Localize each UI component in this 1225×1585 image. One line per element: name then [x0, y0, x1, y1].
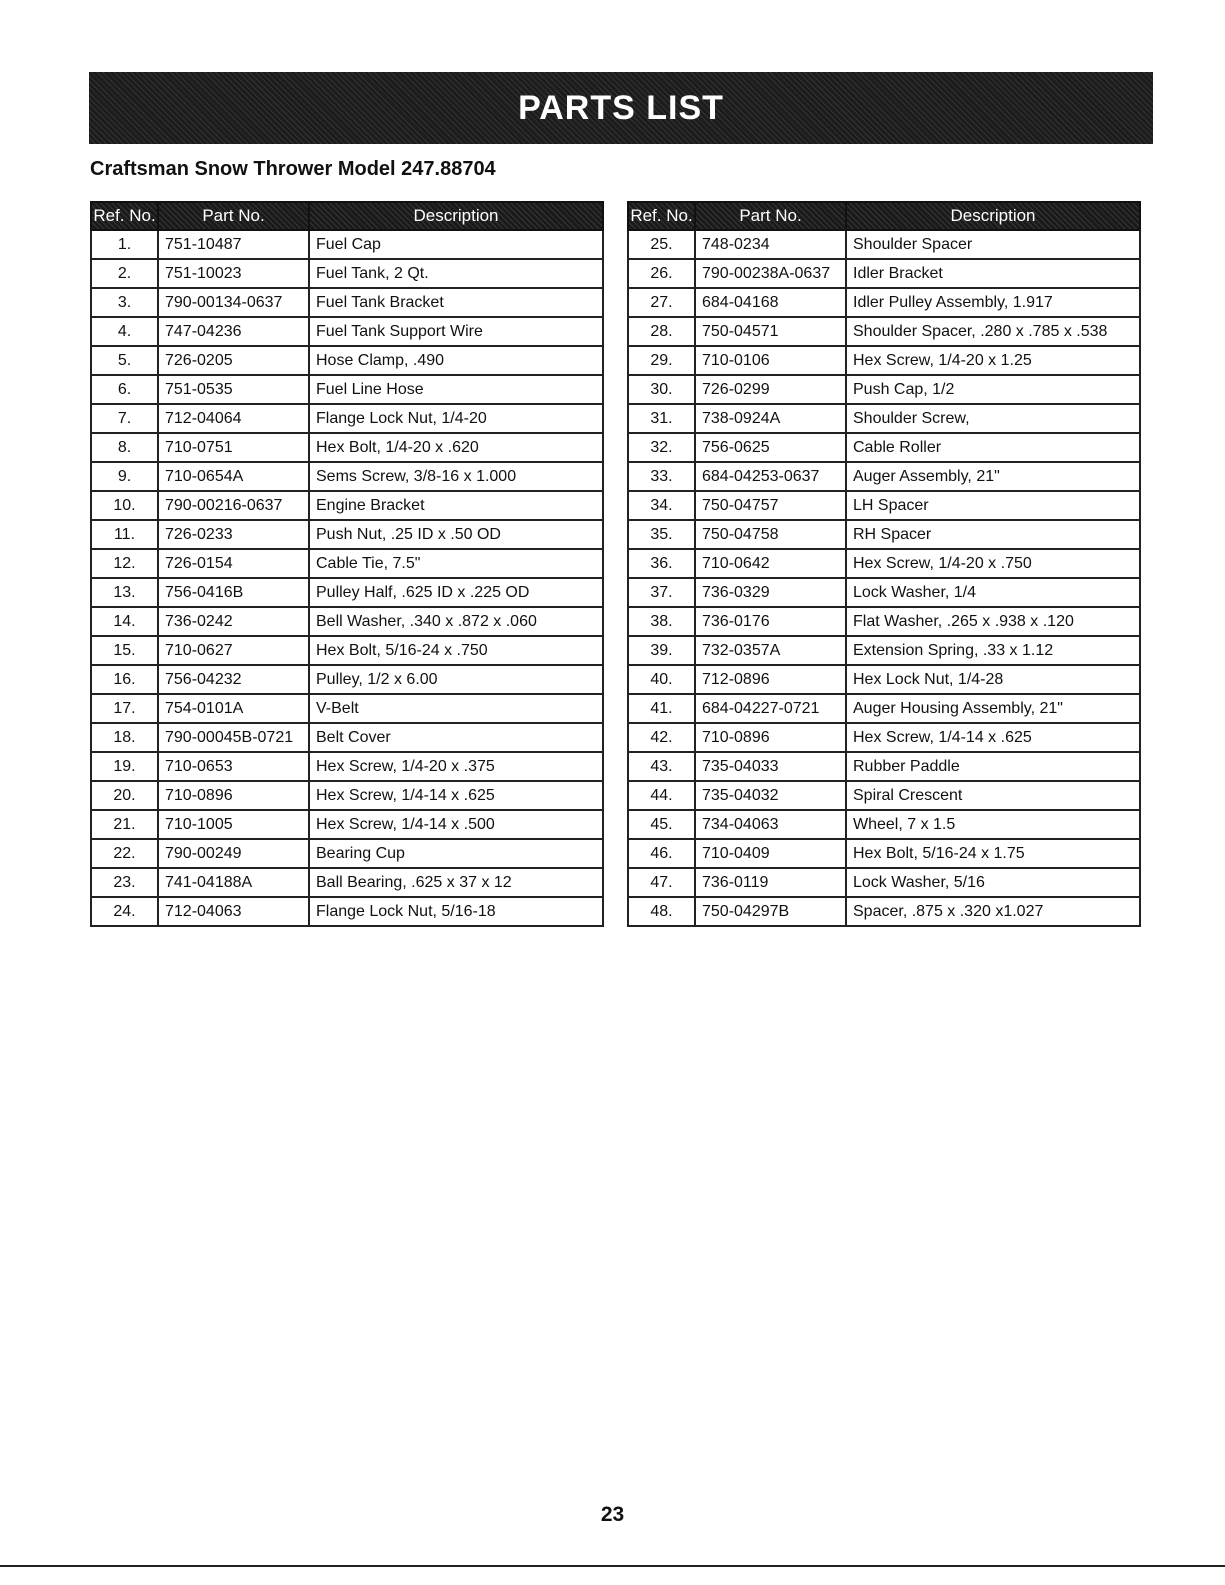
- description-cell: Hose Clamp, .490: [309, 346, 603, 375]
- part-number-cell: 751-10487: [158, 230, 309, 259]
- part-number-cell: 710-0106: [695, 346, 846, 375]
- part-number-cell: 710-0627: [158, 636, 309, 665]
- ref-cell: 31.: [628, 404, 695, 433]
- description-cell: Lock Washer, 5/16: [846, 868, 1140, 897]
- description-cell: Extension Spring, .33 x 1.12: [846, 636, 1140, 665]
- description-cell: Auger Housing Assembly, 21": [846, 694, 1140, 723]
- part-number-cell: 750-04571: [695, 317, 846, 346]
- part-number-cell: 710-0653: [158, 752, 309, 781]
- part-number-cell: 751-0535: [158, 375, 309, 404]
- column-header-part: Part No.: [158, 202, 309, 230]
- part-number-cell: 750-04758: [695, 520, 846, 549]
- ref-cell: 26.: [628, 259, 695, 288]
- table-row: [628, 375, 1140, 404]
- ref-cell: 35.: [628, 520, 695, 549]
- ref-cell: 25.: [628, 230, 695, 259]
- table-row: [91, 781, 603, 810]
- ref-cell: 41.: [628, 694, 695, 723]
- ref-cell: 43.: [628, 752, 695, 781]
- description-cell: Bearing Cup: [309, 839, 603, 868]
- part-number-cell: 710-0896: [695, 723, 846, 752]
- part-number-cell: 710-0654A: [158, 462, 309, 491]
- page-title: PARTS LIST: [518, 88, 724, 127]
- ref-cell: 4.: [91, 317, 158, 346]
- ref-cell: 9.: [91, 462, 158, 491]
- description-cell: Hex Screw, 1/4-20 x .375: [309, 752, 603, 781]
- table-row: [91, 520, 603, 549]
- ref-cell: 11.: [91, 520, 158, 549]
- part-number-cell: 790-00249: [158, 839, 309, 868]
- ref-cell: 6.: [91, 375, 158, 404]
- table-row: [628, 868, 1140, 897]
- description-cell: Spiral Crescent: [846, 781, 1140, 810]
- description-cell: Push Nut, .25 ID x .50 OD: [309, 520, 603, 549]
- ref-cell: 36.: [628, 549, 695, 578]
- ref-cell: 7.: [91, 404, 158, 433]
- part-number-cell: 684-04168: [695, 288, 846, 317]
- ref-cell: 39.: [628, 636, 695, 665]
- part-number-cell: 726-0299: [695, 375, 846, 404]
- part-number-cell: 790-00134-0637: [158, 288, 309, 317]
- part-number-cell: 751-10023: [158, 259, 309, 288]
- table-row: [628, 839, 1140, 868]
- column-header-part: Part No.: [695, 202, 846, 230]
- ref-cell: 32.: [628, 433, 695, 462]
- part-number-cell: 712-0896: [695, 665, 846, 694]
- part-number-cell: 710-0896: [158, 781, 309, 810]
- part-number-cell: 710-1005: [158, 810, 309, 839]
- part-number-cell: 712-04063: [158, 897, 309, 926]
- column-header-ref: Ref. No.: [91, 202, 158, 230]
- page-number: 23: [600, 1503, 625, 1526]
- table-row: [628, 317, 1140, 346]
- description-cell: Flange Lock Nut, 5/16-18: [309, 897, 603, 926]
- table-row: [91, 549, 603, 578]
- table-row: [91, 810, 603, 839]
- description-cell: Ball Bearing, .625 x 37 x 12: [309, 868, 603, 897]
- table-row: [628, 230, 1140, 259]
- ref-cell: 38.: [628, 607, 695, 636]
- table-row: [91, 839, 603, 868]
- description-cell: Fuel Tank Support Wire: [309, 317, 603, 346]
- part-number-cell: 790-00216-0637: [158, 491, 309, 520]
- table-row: [91, 317, 603, 346]
- ref-cell: 34.: [628, 491, 695, 520]
- description-cell: Hex Screw, 1/4-20 x 1.25: [846, 346, 1140, 375]
- ref-cell: 18.: [91, 723, 158, 752]
- table-row: [91, 433, 603, 462]
- table-row: [628, 723, 1140, 752]
- part-number-cell: 738-0924A: [695, 404, 846, 433]
- part-number-cell: 741-04188A: [158, 868, 309, 897]
- description-cell: Spacer, .875 x .320 x1.027: [846, 897, 1140, 926]
- table-row: [628, 288, 1140, 317]
- table-row: [91, 288, 603, 317]
- part-number-cell: 726-0205: [158, 346, 309, 375]
- description-cell: Hex Bolt, 5/16-24 x 1.75: [846, 839, 1140, 868]
- description-cell: Hex Screw, 1/4-14 x .500: [309, 810, 603, 839]
- table-row: [91, 346, 603, 375]
- description-cell: Rubber Paddle: [846, 752, 1140, 781]
- table-row: [628, 607, 1140, 636]
- table-row: [91, 897, 603, 926]
- parts-table-body-left: [91, 230, 603, 926]
- description-cell: Fuel Line Hose: [309, 375, 603, 404]
- table-row: [628, 520, 1140, 549]
- table-row: [91, 868, 603, 897]
- description-cell: Pulley, 1/2 x 6.00: [309, 665, 603, 694]
- table-row: [91, 578, 603, 607]
- ref-cell: 45.: [628, 810, 695, 839]
- table-row: [91, 230, 603, 259]
- description-cell: RH Spacer: [846, 520, 1140, 549]
- table-row: [628, 433, 1140, 462]
- description-cell: Cable Roller: [846, 433, 1140, 462]
- description-cell: Belt Cover: [309, 723, 603, 752]
- ref-cell: 19.: [91, 752, 158, 781]
- ref-cell: 42.: [628, 723, 695, 752]
- ref-cell: 44.: [628, 781, 695, 810]
- part-number-cell: 735-04032: [695, 781, 846, 810]
- ref-cell: 3.: [91, 288, 158, 317]
- part-number-cell: 735-04033: [695, 752, 846, 781]
- description-cell: Shoulder Spacer, .280 x .785 x .538: [846, 317, 1140, 346]
- description-cell: Hex Bolt, 1/4-20 x .620: [309, 433, 603, 462]
- description-cell: Hex Screw, 1/4-14 x .625: [846, 723, 1140, 752]
- ref-cell: 23.: [91, 868, 158, 897]
- ref-cell: 2.: [91, 259, 158, 288]
- ref-cell: 22.: [91, 839, 158, 868]
- ref-cell: 33.: [628, 462, 695, 491]
- ref-cell: 13.: [91, 578, 158, 607]
- table-row: [91, 665, 603, 694]
- part-number-cell: 732-0357A: [695, 636, 846, 665]
- description-cell: LH Spacer: [846, 491, 1140, 520]
- ref-cell: 21.: [91, 810, 158, 839]
- description-cell: Hex Screw, 1/4-14 x .625: [309, 781, 603, 810]
- table-row: [628, 694, 1140, 723]
- description-cell: Hex Lock Nut, 1/4-28: [846, 665, 1140, 694]
- description-cell: Cable Tie, 7.5": [309, 549, 603, 578]
- ref-cell: 14.: [91, 607, 158, 636]
- description-cell: Bell Washer, .340 x .872 x .060: [309, 607, 603, 636]
- ref-cell: 20.: [91, 781, 158, 810]
- description-cell: Push Cap, 1/2: [846, 375, 1140, 404]
- description-cell: Wheel, 7 x 1.5: [846, 810, 1140, 839]
- table-header-row: [628, 202, 1140, 230]
- column-header-description: Description: [309, 202, 603, 230]
- ref-cell: 1.: [91, 230, 158, 259]
- column-header-description: Description: [846, 202, 1140, 230]
- part-number-cell: 710-0409: [695, 839, 846, 868]
- part-number-cell: 747-04236: [158, 317, 309, 346]
- table-row: [628, 636, 1140, 665]
- ref-cell: 8.: [91, 433, 158, 462]
- part-number-cell: 736-0242: [158, 607, 309, 636]
- description-cell: Sems Screw, 3/8-16 x 1.000: [309, 462, 603, 491]
- description-cell: Hex Bolt, 5/16-24 x .750: [309, 636, 603, 665]
- ref-cell: 46.: [628, 839, 695, 868]
- table-row: [628, 781, 1140, 810]
- part-number-cell: 756-0416B: [158, 578, 309, 607]
- part-number-cell: 754-0101A: [158, 694, 309, 723]
- ref-cell: 27.: [628, 288, 695, 317]
- part-number-cell: 712-04064: [158, 404, 309, 433]
- ref-cell: 5.: [91, 346, 158, 375]
- part-number-cell: 748-0234: [695, 230, 846, 259]
- description-cell: Auger Assembly, 21": [846, 462, 1140, 491]
- description-cell: Engine Bracket: [309, 491, 603, 520]
- part-number-cell: 750-04757: [695, 491, 846, 520]
- table-row: [91, 259, 603, 288]
- part-number-cell: 756-04232: [158, 665, 309, 694]
- description-cell: Fuel Tank Bracket: [309, 288, 603, 317]
- bottom-divider: [0, 1565, 1225, 1567]
- part-number-cell: 684-04227-0721: [695, 694, 846, 723]
- description-cell: Shoulder Screw,: [846, 404, 1140, 433]
- description-cell: V-Belt: [309, 694, 603, 723]
- description-cell: Lock Washer, 1/4: [846, 578, 1140, 607]
- table-row: [91, 491, 603, 520]
- parts-table-right: [627, 201, 1141, 927]
- part-number-cell: 756-0625: [695, 433, 846, 462]
- ref-cell: 10.: [91, 491, 158, 520]
- part-number-cell: 736-0329: [695, 578, 846, 607]
- description-cell: Fuel Cap: [309, 230, 603, 259]
- table-row: [628, 578, 1140, 607]
- part-number-cell: 790-00045B-0721: [158, 723, 309, 752]
- ref-cell: 28.: [628, 317, 695, 346]
- ref-cell: 16.: [91, 665, 158, 694]
- table-row: [91, 607, 603, 636]
- parts-table-body-right: [628, 230, 1140, 926]
- description-cell: Flange Lock Nut, 1/4-20: [309, 404, 603, 433]
- parts-list-banner: [89, 72, 1153, 144]
- description-cell: Idler Bracket: [846, 259, 1140, 288]
- table-row: [628, 462, 1140, 491]
- ref-cell: 15.: [91, 636, 158, 665]
- part-number-cell: 734-04063: [695, 810, 846, 839]
- part-number-cell: 710-0751: [158, 433, 309, 462]
- column-header-ref: Ref. No.: [628, 202, 695, 230]
- description-cell: Fuel Tank, 2 Qt.: [309, 259, 603, 288]
- table-row: [628, 549, 1140, 578]
- table-row: [628, 810, 1140, 839]
- table-header-row: [91, 202, 603, 230]
- ref-cell: 47.: [628, 868, 695, 897]
- table-row: [628, 897, 1140, 926]
- table-row: [628, 752, 1140, 781]
- table-row: [91, 636, 603, 665]
- part-number-cell: 736-0176: [695, 607, 846, 636]
- ref-cell: 12.: [91, 549, 158, 578]
- table-row: [91, 462, 603, 491]
- description-cell: Shoulder Spacer: [846, 230, 1140, 259]
- model-subtitle: Craftsman Snow Thrower Model 247.88704: [90, 158, 496, 180]
- part-number-cell: 790-00238A-0637: [695, 259, 846, 288]
- table-row: [91, 752, 603, 781]
- table-row: [628, 665, 1140, 694]
- ref-cell: 37.: [628, 578, 695, 607]
- table-row: [628, 259, 1140, 288]
- table-row: [91, 375, 603, 404]
- description-cell: Pulley Half, .625 ID x .225 OD: [309, 578, 603, 607]
- table-row: [628, 491, 1140, 520]
- part-number-cell: 750-04297B: [695, 897, 846, 926]
- description-cell: Flat Washer, .265 x .938 x .120: [846, 607, 1140, 636]
- part-number-cell: 684-04253-0637: [695, 462, 846, 491]
- ref-cell: 40.: [628, 665, 695, 694]
- ref-cell: 17.: [91, 694, 158, 723]
- ref-cell: 29.: [628, 346, 695, 375]
- part-number-cell: 710-0642: [695, 549, 846, 578]
- table-row: [91, 404, 603, 433]
- ref-cell: 24.: [91, 897, 158, 926]
- table-row: [91, 723, 603, 752]
- part-number-cell: 736-0119: [695, 868, 846, 897]
- part-number-cell: 726-0154: [158, 549, 309, 578]
- table-row: [628, 404, 1140, 433]
- ref-cell: 48.: [628, 897, 695, 926]
- description-cell: Hex Screw, 1/4-20 x .750: [846, 549, 1140, 578]
- table-row: [91, 694, 603, 723]
- ref-cell: 30.: [628, 375, 695, 404]
- table-row: [628, 346, 1140, 375]
- parts-table-left: [90, 201, 604, 927]
- part-number-cell: 726-0233: [158, 520, 309, 549]
- description-cell: Idler Pulley Assembly, 1.917: [846, 288, 1140, 317]
